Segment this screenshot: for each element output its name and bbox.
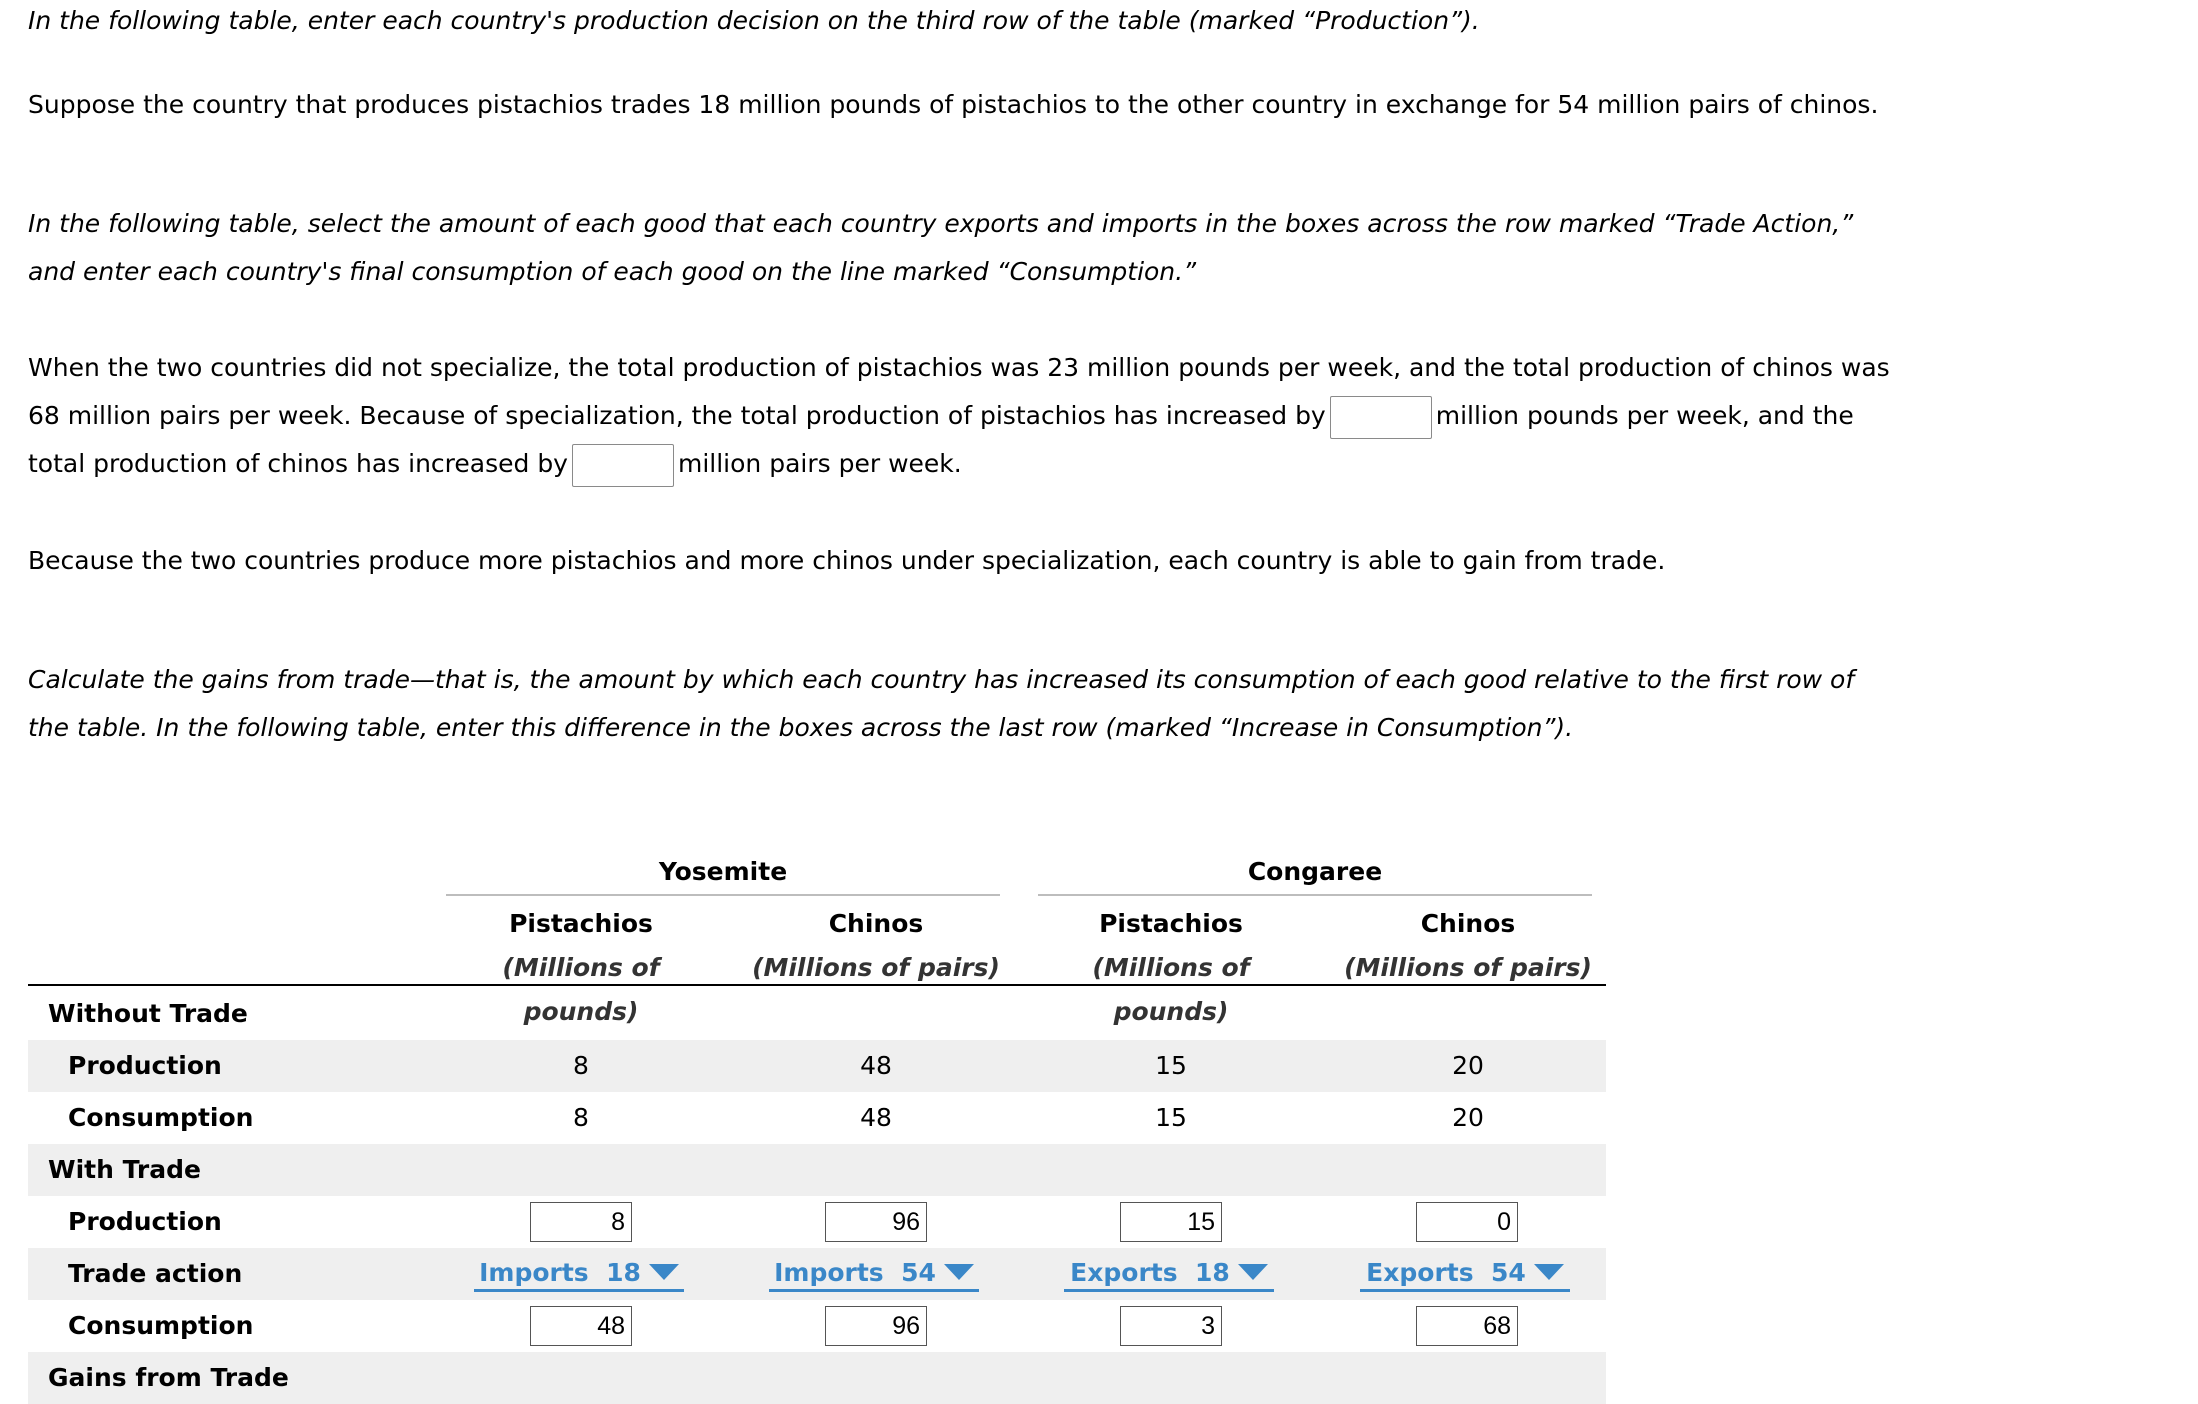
cell-value: 8	[573, 1051, 589, 1080]
dropdown-underline	[769, 1289, 979, 1292]
specialization-paragraph	[28, 344, 1908, 488]
specialization-text-3: million pairs per week.	[677, 449, 962, 478]
country-header-congaree: Congaree	[1247, 857, 1383, 886]
trade-action-dropdown-yosemite-pistachios[interactable]	[474, 1248, 684, 1300]
row-label-production: Production	[68, 1051, 222, 1080]
instruction-gains: Calculate the gains from trade—that is, the amount by which each country has increased its consumption of each good relative to the first row of the table. In the following table, enter this difference in the boxes across the last row (marked “Increase in Consumption”).	[28, 665, 1855, 742]
row-label-consumption: Consumption	[68, 1103, 254, 1132]
production-input-congaree-chinos[interactable]	[1416, 1202, 1518, 1242]
dropdown-underline	[1064, 1289, 1274, 1292]
consumption-input-congaree-chinos[interactable]	[1416, 1306, 1518, 1346]
dropdown-underline	[474, 1289, 684, 1292]
trade-action-dropdown-congaree-chinos[interactable]	[1360, 1248, 1570, 1300]
table-row	[28, 988, 1606, 1040]
instruction-trade-terms: Suppose the country that produces pistachios trades 18 million pounds of pistachios to the other country in exchange for 54 million pairs of chinos.	[28, 90, 1879, 119]
dropdown-underline	[1360, 1289, 1570, 1292]
row-label-consumption: Consumption	[68, 1311, 254, 1340]
header-rule	[28, 984, 1606, 986]
consumption-input-congaree-pistachios[interactable]	[1120, 1306, 1222, 1346]
cell-value: 8	[573, 1103, 589, 1132]
dropdown-caret-icon	[649, 1264, 679, 1280]
trade-action-dropdown-yosemite-chinos[interactable]	[769, 1248, 979, 1300]
section-gains-from-trade: Gains from Trade	[48, 1363, 289, 1392]
chinos-increase-input[interactable]	[572, 444, 674, 487]
col-header-yosemite-pistachios: Pistachios	[509, 909, 653, 938]
col-unit-congaree-chinos: (Millions of pairs)	[1344, 953, 1592, 982]
production-input-congaree-pistachios[interactable]	[1120, 1202, 1222, 1242]
production-input-yosemite-chinos[interactable]	[825, 1202, 927, 1242]
row-label-production: Production	[68, 1207, 222, 1236]
country-rule-congaree	[1038, 894, 1592, 896]
col-header-yosemite-chinos: Chinos	[828, 909, 924, 938]
specialization-text-2: million pounds per week, and the total production of chinos has increased by	[28, 401, 1854, 478]
instruction-trade-action: In the following table, select the amount of each good that each country exports and imports in the boxes across the row marked “Trade Action,” and enter each country's final consumption of each good on the line marked “Consumption.”	[28, 209, 1854, 286]
section-without-trade: Without Trade	[48, 999, 248, 1028]
cell-value: 15	[1155, 1103, 1187, 1132]
dropdown-value: Imports 54	[774, 1258, 936, 1287]
consumption-input-yosemite-pistachios[interactable]	[530, 1306, 632, 1346]
table-row	[28, 1092, 1606, 1144]
country-rule-yosemite	[446, 894, 1000, 896]
cell-value: 48	[860, 1103, 892, 1132]
gain-from-trade-statement: Because the two countries produce more pistachios and more chinos under specialization, each country is able to gain from trade.	[28, 546, 1666, 575]
table-row	[28, 1144, 1606, 1196]
col-header-congaree-chinos: Chinos	[1420, 909, 1516, 938]
cell-value: 15	[1155, 1051, 1187, 1080]
table-row	[28, 1352, 1606, 1404]
col-unit-yosemite-chinos: (Millions of pairs)	[752, 953, 1000, 982]
table-row	[28, 1040, 1606, 1092]
instruction-production: In the following table, enter each country's production decision on the third row of the table (marked “Production”).	[28, 6, 1480, 35]
table-row	[28, 1196, 1606, 1248]
dropdown-caret-icon	[1238, 1264, 1268, 1280]
production-input-yosemite-pistachios[interactable]	[530, 1202, 632, 1242]
consumption-input-yosemite-chinos[interactable]	[825, 1306, 927, 1346]
trade-action-dropdown-congaree-pistachios[interactable]	[1064, 1248, 1274, 1300]
dropdown-value: Exports 54	[1366, 1258, 1526, 1287]
table-row	[28, 1248, 1606, 1300]
specialization-text-1: When the two countries did not specialize, the total production of pistachios was 23 million pounds per week, and the total production of chinos was 68 million pairs per week. Because of specialization, the total production of pistachios has increased by	[28, 353, 1890, 430]
row-label-trade-action: Trade action	[68, 1259, 243, 1288]
col-unit-congaree-pistachios: (Millions of pounds)	[1092, 953, 1250, 1026]
dropdown-caret-icon	[1534, 1264, 1564, 1280]
col-header-congaree-pistachios: Pistachios	[1099, 909, 1243, 938]
cell-value: 48	[860, 1051, 892, 1080]
col-unit-yosemite-pistachios: (Millions of pounds)	[502, 953, 660, 1026]
dropdown-value: Exports 18	[1070, 1258, 1230, 1287]
cell-value: 20	[1452, 1051, 1484, 1080]
pistachio-increase-input[interactable]	[1330, 396, 1432, 439]
dropdown-value: Imports 18	[479, 1258, 641, 1287]
cell-value: 20	[1452, 1103, 1484, 1132]
table-row	[28, 1300, 1606, 1352]
dropdown-caret-icon	[944, 1264, 974, 1280]
section-with-trade: With Trade	[48, 1155, 201, 1184]
country-header-yosemite: Yosemite	[658, 857, 788, 886]
